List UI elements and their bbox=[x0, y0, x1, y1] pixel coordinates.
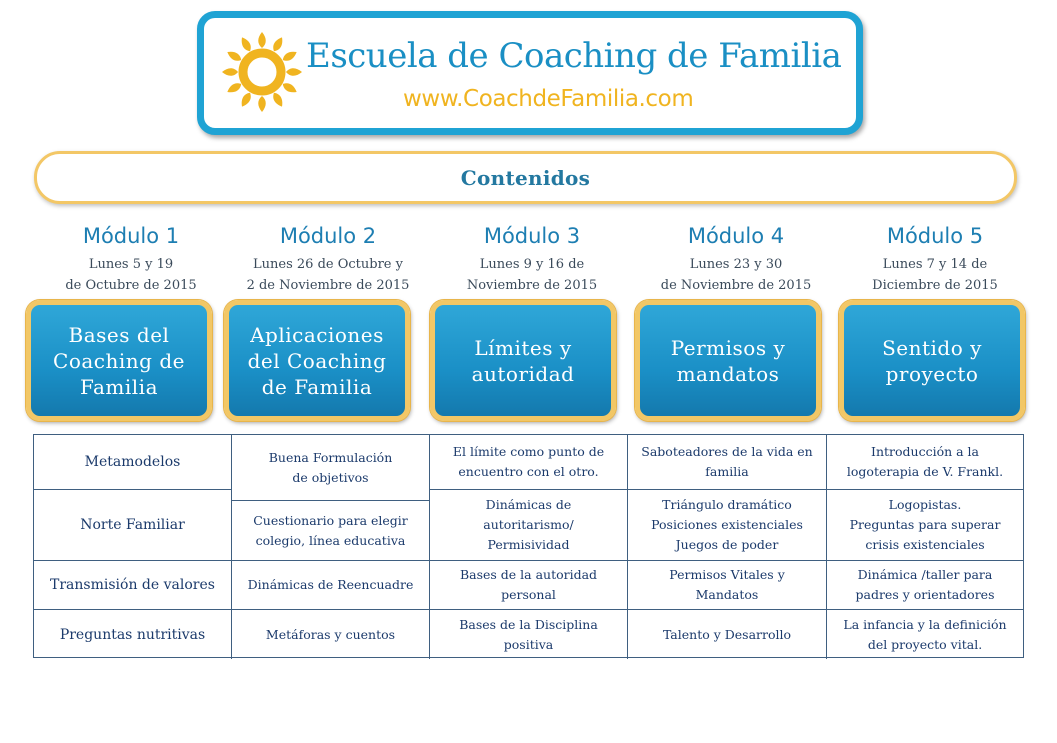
table-cell: Logopistas. Preguntas para superar crisis existenciales bbox=[827, 490, 1023, 561]
module-date-line1: Lunes 5 y 19 bbox=[88, 257, 174, 272]
table-cell: Bases de la autoridad personal bbox=[430, 561, 628, 610]
table-cell: Talento y Desarrollo bbox=[628, 610, 827, 659]
table-cell: Saboteadores de la vida en familia bbox=[628, 435, 827, 490]
module-3-box[interactable] bbox=[430, 300, 616, 421]
module-date-line2: 2 de Noviembre de 2015 bbox=[246, 278, 410, 293]
contenidos-bar bbox=[34, 151, 1017, 204]
table-cell: Dinámicas de Reencuadre bbox=[232, 561, 430, 610]
module-3-header bbox=[433, 223, 631, 296]
module-title: Aplicaciones del Coaching de Familia bbox=[247, 322, 387, 399]
table-cell: Dinámica /taller para padres y orientadores bbox=[827, 561, 1023, 610]
module-date-line1: Lunes 9 y 16 de bbox=[479, 257, 585, 272]
table-cell: Preguntas nutritivas bbox=[34, 610, 232, 659]
table-cell: Dinámicas de autoritarismo/ Permisividad bbox=[430, 490, 628, 561]
module-name: Módulo 4 bbox=[687, 224, 785, 248]
module-date bbox=[836, 254, 1034, 296]
module-name: Módulo 5 bbox=[886, 224, 984, 248]
sun-logo-icon bbox=[220, 30, 304, 114]
module-1-box[interactable] bbox=[26, 300, 212, 421]
table-cell: Metáforas y cuentos bbox=[232, 610, 430, 659]
table-cell: El límite como punto de encuentro con el otro. bbox=[430, 435, 628, 490]
module-title: Permisos y mandatos bbox=[670, 335, 786, 386]
table-cell: Norte Familiar bbox=[34, 490, 232, 561]
table-cell: Bases de la Disciplina positiva bbox=[430, 610, 628, 659]
module-date-line2: Diciembre de 2015 bbox=[872, 278, 998, 293]
module-date-line1: Lunes 7 y 14 de bbox=[882, 257, 988, 272]
module-date-line2: de Octubre de 2015 bbox=[65, 278, 197, 293]
module-name: Módulo 1 bbox=[82, 224, 180, 248]
school-title: Escuela de Coaching de Familia bbox=[306, 36, 842, 76]
module-date bbox=[433, 254, 631, 296]
table-cell: Buena Formulación de objetivos bbox=[232, 435, 430, 501]
module-2-header bbox=[229, 223, 427, 296]
header-card bbox=[197, 11, 863, 135]
table-cell: Introducción a la logoterapia de V. Frankl. bbox=[827, 435, 1023, 490]
table-cell: Transmisión de valores bbox=[34, 561, 232, 610]
module-5-header bbox=[836, 223, 1034, 296]
module-date bbox=[229, 254, 427, 296]
module-date-line1: Lunes 23 y 30 bbox=[689, 257, 783, 272]
module-title: Límites y autoridad bbox=[471, 335, 575, 386]
module-title: Sentido y proyecto bbox=[882, 335, 982, 386]
section-title: Contenidos bbox=[460, 165, 591, 190]
module-title: Bases del Coaching de Familia bbox=[53, 322, 185, 399]
school-url-link[interactable]: www.CoachdeFamilia.com bbox=[403, 86, 694, 112]
module-4-header bbox=[637, 223, 835, 296]
table-cell: Permisos Vitales y Mandatos bbox=[628, 561, 827, 610]
module-5-box[interactable] bbox=[839, 300, 1025, 421]
module-name: Módulo 2 bbox=[279, 224, 377, 248]
table-cell: Cuestionario para elegir colegio, línea educativa bbox=[232, 501, 430, 561]
table-cell: Triángulo dramático Posiciones existenciales Juegos de poder bbox=[628, 490, 827, 561]
module-date bbox=[32, 254, 230, 296]
module-date bbox=[637, 254, 835, 296]
module-date-line1: Lunes 26 de Octubre y bbox=[253, 257, 403, 272]
module-name: Módulo 3 bbox=[483, 224, 581, 248]
module-1-header bbox=[32, 223, 230, 296]
table-cell: Metamodelos bbox=[34, 435, 232, 490]
table-cell: La infancia y la definición del proyecto vital. bbox=[843, 616, 1007, 652]
module-date-line2: Noviembre de 2015 bbox=[466, 278, 598, 293]
content-table bbox=[33, 434, 1024, 658]
module-date-line2: de Noviembre de 2015 bbox=[660, 278, 812, 293]
module-4-box[interactable] bbox=[635, 300, 821, 421]
module-2-box[interactable] bbox=[224, 300, 410, 421]
